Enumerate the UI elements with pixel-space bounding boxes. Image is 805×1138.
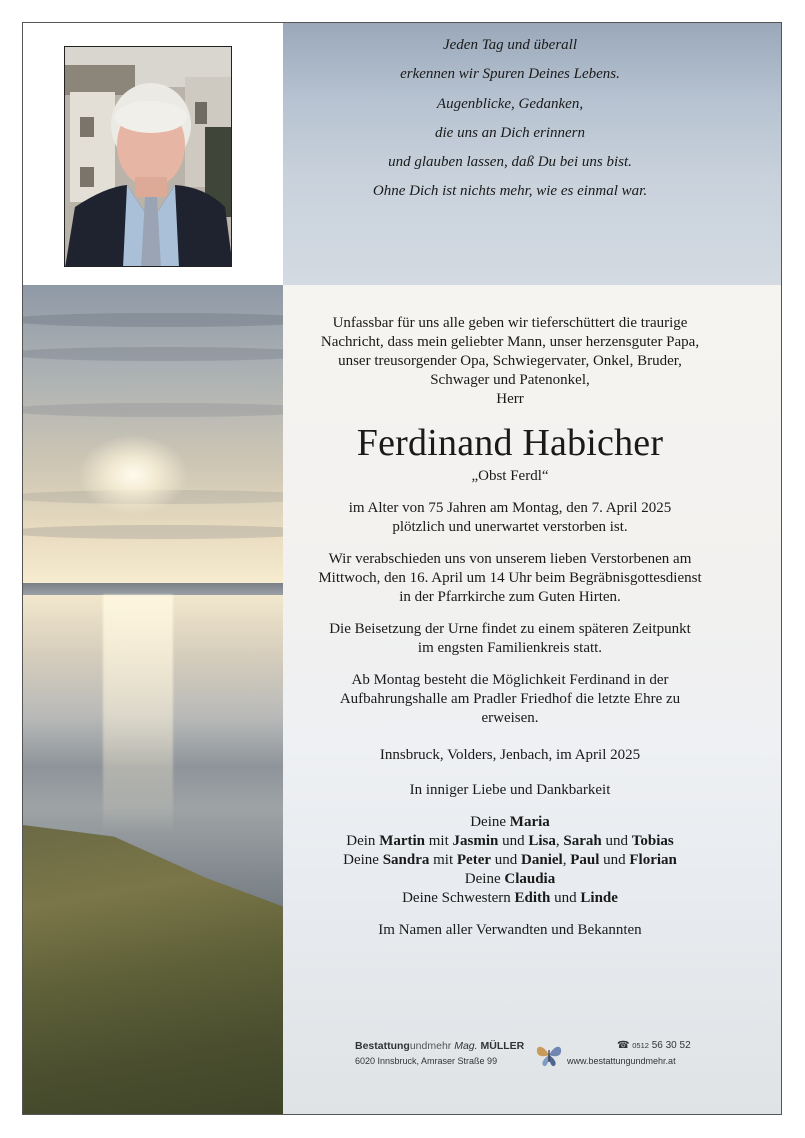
intro-line: Unfassbar für uns alle geben wir tieferschüttert die traurige: [332, 315, 688, 331]
mourner-line: Deine Claudia: [464, 871, 556, 887]
funeral-home-logo: Bestattungundmehr Mag. MÜLLER: [355, 1040, 525, 1052]
far-hills: [23, 583, 283, 595]
intro-line: Nachricht, dass mein geliebter Mann, unser herzensguter Papa,: [320, 334, 700, 350]
mourner-line: Dein Martin mit Jasmin und Lisa, Sarah und Tobias: [346, 833, 674, 849]
mourner-name: Daniel: [521, 852, 563, 868]
poem: [260, 31, 760, 207]
mourner-name: Maria: [509, 814, 550, 830]
phone-icon: ☎: [617, 1040, 630, 1051]
intro-line: Schwager und Patenonkel,: [430, 372, 590, 388]
obituary-text: [260, 314, 760, 940]
funeral-home-phone: ☎ 0512 56 30 52: [617, 1040, 691, 1051]
mourner-name: Tobias: [631, 833, 674, 849]
mourner-line: Deine Sandra mit Peter und Daniel, Paul und Florian: [343, 852, 677, 868]
deceased-nickname: „Obst Ferdl“: [471, 468, 549, 484]
mourner-name: Lisa: [528, 833, 556, 849]
funeral-home-website: www.bestattungundmehr.at: [567, 1056, 676, 1066]
mourner-name: Peter: [456, 852, 492, 868]
viewing-line: Ab Montag besteht die Möglichkeit Ferdinand in der: [351, 672, 669, 688]
mourner-line: Deine Schwestern Edith und Linde: [402, 890, 618, 906]
funeral-line: Wir verabschieden uns von unserem lieben Verstorbenen am: [328, 551, 692, 567]
viewing-line: erweisen.: [481, 710, 539, 726]
poem-line: die uns an Dich erinnern: [435, 124, 585, 141]
urn-line: Die Beisetzung der Urne findet zu einem späteren Zeitpunkt: [329, 621, 691, 637]
poem-line: Jeden Tag und überall: [442, 37, 578, 53]
poem-line: und glauben lassen, daß Du bei uns bist.: [388, 154, 632, 171]
funeral-home-address: 6020 Innsbruck, Amraser Straße 99: [355, 1056, 498, 1066]
sun-reflection: [103, 595, 173, 835]
funeral-home-footer: [335, 1040, 755, 1080]
mourner-name: Florian: [629, 852, 677, 868]
poem-line: Ohne Dich ist nichts mehr, wie es einmal war.: [372, 183, 648, 200]
funeral-line: Mittwoch, den 16. April um 14 Uhr beim Begräbnisgottesdienst: [318, 570, 702, 586]
intro-line: Herr: [496, 391, 524, 407]
death-notice-line: im Alter von 75 Jahren am Montag, den 7. April 2025: [348, 500, 672, 516]
grass-slope: [23, 825, 283, 1115]
closing-line: In inniger Liebe und Dankbarkeit: [409, 782, 611, 798]
mourner-name: Linde: [580, 890, 618, 906]
photo-background: [23, 23, 283, 285]
mourner-name: Sarah: [563, 833, 602, 849]
sunset-landscape: [23, 285, 283, 1115]
sun: [78, 435, 188, 515]
portrait-photo: [64, 46, 232, 267]
mourner-name: Jasmin: [452, 833, 499, 849]
mourner-name: Paul: [570, 852, 600, 868]
deceased-name: Ferdinand Habicher: [356, 422, 664, 464]
funeral-line: in der Pfarrkirche zum Guten Hirten.: [399, 589, 621, 605]
butterfly-icon: [535, 1042, 563, 1068]
intro-line: unser treusorgender Opa, Schwiegervater, Onkel, Bruder,: [338, 353, 682, 369]
place-date: Innsbruck, Volders, Jenbach, im April 2025: [379, 747, 641, 763]
relatives-line: Im Namen aller Verwandten und Bekannten: [378, 922, 642, 938]
death-notice-line: plötzlich und unerwartet verstorben ist.: [392, 519, 628, 535]
urn-line: im engsten Familienkreis statt.: [417, 640, 603, 656]
portrait-image: [65, 47, 232, 267]
mourner-name: Claudia: [504, 871, 556, 887]
mourner-line: Deine Maria: [470, 814, 550, 830]
viewing-line: Aufbahrungshalle am Pradler Friedhof die letzte Ehre zu: [339, 691, 681, 707]
mourner-name: Edith: [514, 890, 551, 906]
mourner-name: Sandra: [382, 852, 430, 868]
poem-line: Augenblicke, Gedanken,: [436, 95, 584, 112]
mourner-name: Martin: [379, 833, 426, 849]
poem-line: erkennen wir Spuren Deines Lebens.: [400, 66, 620, 83]
